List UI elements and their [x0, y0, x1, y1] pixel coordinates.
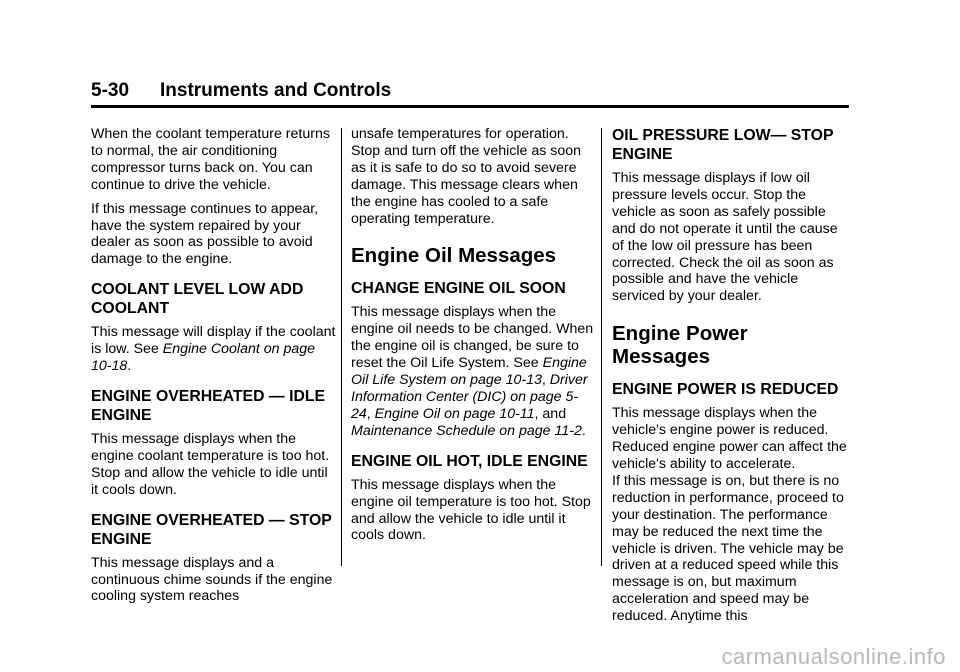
heading-engine-overheated-stop: ENGINE OVERHEATED — STOP ENGINE: [91, 511, 332, 548]
paragraph: If this message is on, but there is no reduction in performance, proceed to your destination. The performance may be reduced the next time the vehicle is driven. The vehicle may be driven at a reduced speed while this message is on, but maximum acceleration and speed may be reduced. Anytime this: [612, 472, 844, 625]
paragraph: If this message continues to appear, have the system repaired by your dealer as soon as possible to avoid damage to the engine.: [91, 200, 319, 268]
cross-reference-link[interactable]: Driver Information Center (DIC) on page 5-24: [351, 372, 588, 422]
paragraph: This message displays when the engine oil needs to be changed. When the engine oil is changed, be sure to reset the Oil Life System. See Engine Oil Life System on page 10-13, Driver Information Center (DIC) on page 5-24, Engine Oil on page 10-11, and Maintenance Schedule on page 11-2.: [351, 304, 594, 439]
paragraph: This message displays when the engine oil temperature is too hot. Stop and allow the vehicle to idle until it cools down.: [351, 476, 591, 544]
cross-reference-link[interactable]: Engine Oil on page 10-11: [374, 405, 535, 422]
cross-reference-link[interactable]: Engine Coolant on page 10-18: [91, 341, 316, 375]
header-rule: [91, 105, 849, 108]
paragraph: This message displays if low oil pressure levels occur. Stop the vehicle as soon as safely possible and do not operate it until the cause of the low oil pressure has been corrected. Check the oil as soon as possible and have the vehicle serviced by your dealer.: [612, 170, 838, 305]
paragraph: This message displays when the engine coolant temperature is too hot. Stop and allow the vehicle to idle until it cools down.: [91, 430, 330, 498]
cross-reference-link[interactable]: Maintenance Schedule on page 11-2: [351, 422, 582, 439]
section-heading-engine-power-messages: Engine Power Messages: [612, 322, 748, 369]
column-divider-2: [601, 128, 602, 566]
watermark: carmanualsonline.info: [721, 644, 946, 669]
column-divider-1: [341, 128, 342, 566]
column-3: [612, 126, 850, 632]
heading-engine-oil-hot: ENGINE OIL HOT, IDLE ENGINE: [351, 452, 588, 470]
section-title: Instruments and Controls: [160, 80, 392, 101]
column-2: [351, 126, 595, 551]
heading-coolant-level-low: COOLANT LEVEL LOW ADD COOLANT: [91, 281, 304, 318]
paragraph: This message will display if the coolant is low. See Engine Coolant on page 10-18.: [91, 324, 336, 375]
page-number: 5-30: [91, 80, 130, 101]
paragraph: unsafe temperatures for operation. Stop and turn off the vehicle as soon as it is safe to do so to avoid severe damage. This message clears when the engine has cooled to a safe operating temperature.: [351, 126, 582, 227]
heading-engine-power-reduced: ENGINE POWER IS REDUCED: [612, 381, 839, 399]
cross-reference-link[interactable]: Engine Oil Life System on page 10-13: [351, 355, 587, 389]
heading-engine-overheated-idle: ENGINE OVERHEATED — IDLE ENGINE: [91, 387, 326, 424]
heading-oil-pressure-low: OIL PRESSURE LOW— STOP ENGINE: [612, 127, 834, 163]
paragraph: This message displays when the vehicle's engine power is reduced. Reduced engine power can affect the vehicle's ability to accelerate.: [612, 405, 847, 472]
section-heading-engine-oil-messages: Engine Oil Messages: [351, 244, 557, 268]
paragraph: When the coolant temperature returns to normal, the air conditioning compressor turns back on. You can continue to drive the vehicle.: [91, 126, 330, 193]
paragraph: This message displays and a continuous chime sounds if the engine cooling system reaches: [91, 554, 333, 605]
column-1: [91, 126, 337, 612]
heading-change-engine-oil-soon: CHANGE ENGINE OIL SOON: [351, 280, 566, 298]
